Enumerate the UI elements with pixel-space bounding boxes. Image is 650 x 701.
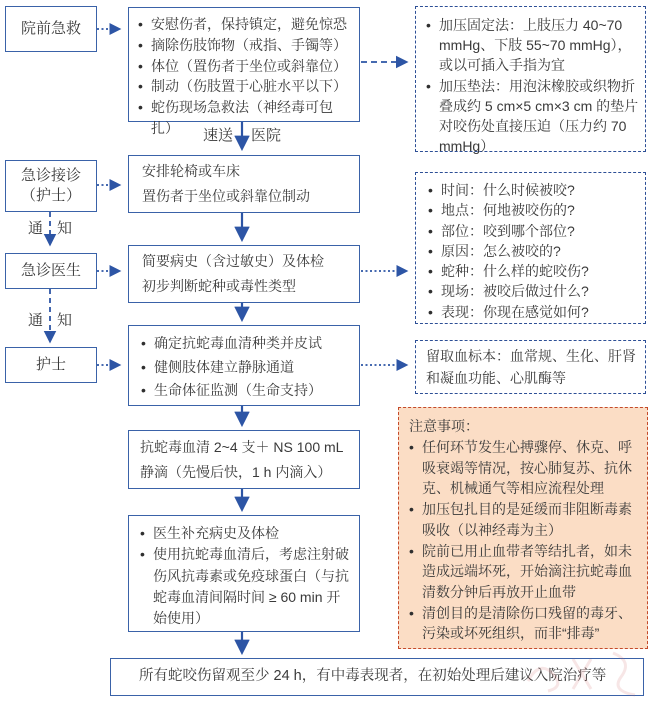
list-item: • 蛇种：什么样的蛇咬伤? [428,261,641,281]
bullet-icon: • [428,182,433,198]
list-item: • 部位：咬到哪个部位? [428,221,641,241]
transfer-label-left: 速送 [202,127,233,144]
pressure-methods-box [415,6,646,155]
list-item: • 原因：怎么被咬的? [428,241,641,261]
list-item: • 安慰伤者，保持镇定，避免惊恐 [138,14,353,35]
questions-box [415,172,646,324]
triage-box [128,155,360,213]
bullet-icon: • [428,263,433,280]
infusion-line2: 静滴（先慢后快，1 h 内滴入） [140,463,332,480]
bullet-icon: • [426,17,431,33]
antivenom-infusion-box [128,430,360,489]
stage-er-reception-label [21,166,81,207]
bullet-icon: • [138,99,143,116]
bullet-icon: • [428,202,433,219]
list-item: • 制动（伤肢置于心脏水平以下） [138,76,353,97]
infusion-line1: 抗蛇毒血清 2~4 支＋ NS 100 mL [140,438,344,455]
bullet-icon: • [140,546,145,563]
stage-er-reception-line1: 急诊接诊 [20,166,81,184]
observation-box [110,658,644,696]
list-item: • 表现：你现在感觉如何? [428,302,641,322]
history-exam-box [128,245,360,303]
list-item: • 生命体征监测（生命支持） [141,379,353,403]
blood-sample-box [415,340,646,394]
transfer-label-right: 医院 [251,127,282,144]
bullet-icon: • [138,78,143,95]
stage-er-reception [5,160,97,212]
list-item: • 地点：何地被咬伤的? [428,200,641,220]
bullet-icon: • [426,77,431,94]
questions-list [428,180,641,322]
pressure-methods-list [426,15,639,156]
list-item: • 确定抗蛇毒血清种类并皮试 [141,332,353,356]
list-item: • 任何环节发生心搏骤停、休克、呼吸衰竭等情况，按心肺复苏、抗休克、机械通气等相应流程处理 [409,439,632,497]
list-item: • 使用抗蛇毒血清后，考虑注射破伤风抗毒素或免疫球蛋白（与抗蛇毒血清间隔时间 ≥ 60 min 开始使用） [140,546,349,627]
notify-label-1-right: 知 [57,220,73,237]
list-item: • 院前已用止血带者等结扎者，如未造成远端坏死，开始滴注抗蛇毒血清数分钟后再放开止血带 [409,542,632,600]
bullet-icon: • [409,501,414,518]
list-item: • 加压垫法：用泡沫橡胶或织物折叠成约 5 cm×5 cm×3 cm 的垫片对咬伤处直接压迫（压力约 70 mmHg） [426,77,639,155]
bullet-icon: • [141,335,146,351]
notes-title: 注意事项： [409,418,479,434]
bullet-icon: • [428,242,433,259]
bullet-icon: • [409,604,414,621]
list-item: • 加压固定法：上肢压力 40~70 mmHg、下肢 55~70 mmHg），或以可插入手指为宜 [426,17,632,74]
bullet-icon: • [138,16,143,32]
list-item: • 体位（置伤者于坐位或斜靠位） [138,56,353,77]
bullet-icon: • [409,542,414,559]
notify-label-2-right: 知 [57,312,73,329]
history-exam-line1: 简要病史（含过敏史）及体检 [142,253,324,269]
first-aid-instructions-list [138,14,353,139]
list-item: • 现场：被咬后做过什么? [428,281,641,301]
list-item: • 健侧肢体建立静脉通道 [141,356,353,380]
list-item: • 摘除伤肢饰物（戒指、手镯等） [138,35,353,56]
antivenom-prep-box [128,325,360,406]
triage-line1: 安排轮椅或车床 [142,163,240,179]
supplement-history-list [140,523,354,629]
list-item: • 加压包扎目的是延缓而非阻断毒素吸收（以神经毒为主） [409,501,632,538]
stage-nurse [5,347,97,383]
bullet-icon: • [138,36,143,53]
notify-label-2-left: 通 [28,312,44,329]
list-item: • 蛇伤现场急救法（神经毒可包扎） [138,99,333,136]
stage-er-doctor [5,253,97,289]
stage-prehospital-label: 院前急救 [20,19,81,37]
notes-list [409,437,641,644]
bullet-icon: • [428,303,433,320]
bullet-icon: • [138,57,143,74]
stage-er-reception-line2: （护士） [20,187,81,204]
history-exam-line2: 初步判断蛇种或毒性类型 [142,278,296,294]
bullet-icon: • [409,439,414,455]
supplement-history-box [128,515,360,632]
triage-line2: 置伤者于坐位或斜靠位制动 [142,188,310,204]
blood-sample-text: 留取血标本：血常规、生化、肝肾和凝血功能、心肌酶等 [426,348,636,386]
bullet-icon: • [428,283,433,300]
notes-box [398,407,648,649]
list-item: • 清创目的是清除伤口残留的毒牙、污染或坏死组织，而非“排毒” [409,604,632,642]
bullet-icon: • [428,222,433,239]
notify-label-1-left: 通 [28,220,44,237]
bullet-icon: • [141,358,146,375]
stage-nurse-label: 护士 [35,355,66,373]
stage-er-doctor-label: 急诊医生 [20,261,81,279]
antivenom-prep-list [141,332,353,403]
observation-text: 所有蛇咬伤留观至少 24 h，有中毒表现者，在初始处理后建议入院治疗等 [139,668,607,685]
bullet-icon: • [141,382,146,398]
bullet-icon: • [140,525,145,541]
list-item: • 时间：什么时候被咬? [428,180,641,200]
list-item: • 医生补充病史及体检 [140,523,354,544]
stage-prehospital [5,6,97,52]
